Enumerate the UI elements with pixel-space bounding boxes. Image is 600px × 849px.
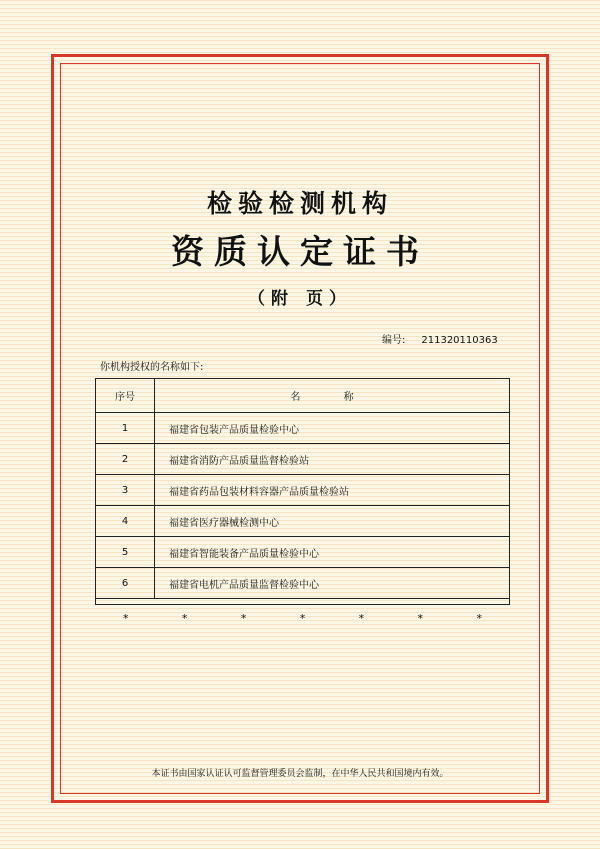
row-number: 1 [96,413,155,444]
star-mark: * [240,612,247,625]
table-row [96,413,510,444]
row-number: 2 [96,444,155,475]
certificate-number [382,331,498,346]
certificate-number-label: 编号: [382,335,406,346]
table-row [96,444,510,475]
row-name: 福建省电机产品质量监督检验中心 [155,568,510,599]
title-certificate: 资质认定证书 [171,232,429,271]
certificate-number-value: 211320110363 [421,335,498,346]
star-mark: * [417,612,424,625]
star-mark: * [358,612,365,625]
table-row [96,537,510,568]
row-name: 福建省包装产品质量检验中心 [155,413,510,444]
title-appendix: （附 页） [248,289,352,309]
star-mark: * [476,612,482,625]
row-number: 3 [96,475,155,506]
authorized-names-table [95,378,510,599]
row-name: 福建省消防产品质量监督检验站 [155,444,510,475]
row-number: 5 [96,537,155,568]
star-mark: * [299,612,306,625]
intro-text: 你机构授权的名称如下: [100,362,204,373]
star-mark: * [181,612,188,625]
row-name: 福建省医疗器械检测中心 [155,506,510,537]
header-name: 名 称 [155,379,510,413]
star-mark: * [123,612,129,625]
row-number: 4 [96,506,155,537]
header-number: 序号 [96,379,155,413]
footer-note: 本证书由国家认证认可监督管理委员会监制，在中华人民共和国境内有效。 [151,769,449,779]
table-row [96,506,510,537]
row-name: 福建省智能装备产品质量检验中心 [155,537,510,568]
title-institution: 检验检测机构 [206,189,393,218]
end-marker-stars [95,612,510,625]
row-name: 福建省药品包装材料容器产品质量检验站 [155,475,510,506]
table-header-row [96,379,510,413]
table-row [96,475,510,506]
row-number: 6 [96,568,155,599]
table-row [96,568,510,599]
